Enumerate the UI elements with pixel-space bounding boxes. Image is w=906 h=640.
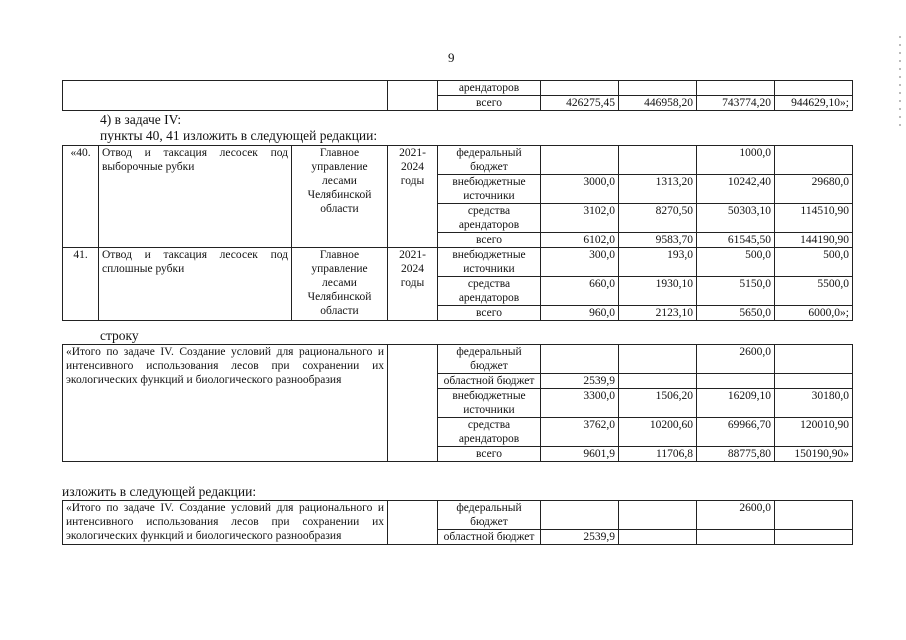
empty-cell <box>388 345 438 462</box>
value-cell: 50303,10 <box>697 204 775 233</box>
source-cell: средства арендаторов <box>438 418 541 447</box>
source-cell: всего <box>438 233 541 248</box>
page-number: 9 <box>448 50 455 65</box>
top-table <box>62 80 853 111</box>
value-cell: 3102,0 <box>541 204 619 233</box>
item-executor: Главное управление лесами Челябинской области <box>292 248 388 321</box>
value-cell <box>775 345 853 374</box>
value-cell <box>541 345 619 374</box>
value-cell: 6102,0 <box>541 233 619 248</box>
value-cell: 2600,0 <box>697 345 775 374</box>
item-number: 41. <box>63 248 99 321</box>
value-cell: 9601,9 <box>541 447 619 462</box>
value-cell: 10242,40 <box>697 175 775 204</box>
total-new-table <box>62 500 853 545</box>
table-row <box>63 146 853 175</box>
total-description: «Итого по задаче IV. Создание условий для рационального и интенсивного использования лесов при сохранении их экологических функций и биологического разнообразия <box>63 501 388 545</box>
value-cell <box>775 501 853 530</box>
value-cell <box>541 146 619 175</box>
value-cell: 500,0 <box>775 248 853 277</box>
table-row <box>63 345 853 374</box>
value-cell: 3000,0 <box>541 175 619 204</box>
value-cell <box>775 530 853 545</box>
value-cell: 1000,0 <box>697 146 775 175</box>
total-old-table <box>62 344 853 462</box>
value-cell: 300,0 <box>541 248 619 277</box>
value-cell: 5500,0 <box>775 277 853 306</box>
table-row <box>63 501 853 530</box>
value-cell: 5150,0 <box>697 277 775 306</box>
source-cell: областной бюджет <box>438 374 541 389</box>
source-cell: арендаторов <box>438 81 541 96</box>
value-cell <box>619 374 697 389</box>
value-cell <box>541 501 619 530</box>
source-cell: федеральный бюджет <box>438 146 541 175</box>
value-cell: 1930,10 <box>619 277 697 306</box>
paragraph-task: 4) в задаче IV: <box>100 112 182 127</box>
value-cell <box>619 345 697 374</box>
value-cell: 9583,70 <box>619 233 697 248</box>
empty-cell <box>388 81 438 111</box>
value-cell: 114510,90 <box>775 204 853 233</box>
source-cell: областной бюджет <box>438 530 541 545</box>
paragraph-new-edition: изложить в следующей редакции: <box>62 484 257 499</box>
paragraph-line: строку <box>100 328 139 343</box>
scan-edge-marks <box>892 30 906 180</box>
item-name: Отвод и таксация лесосек под выборочные рубки <box>99 146 292 248</box>
table-row <box>63 81 853 96</box>
value-cell: 446958,20 <box>619 96 697 111</box>
value-cell: 144190,90 <box>775 233 853 248</box>
value-cell <box>619 146 697 175</box>
value-cell <box>775 374 853 389</box>
empty-cell <box>388 501 438 545</box>
value-cell <box>619 501 697 530</box>
total-description: «Итого по задаче IV. Создание условий для рационального и интенсивного использования лесов при сохранении их экологических функций и биологического разнообразия <box>63 345 388 462</box>
value-cell: 29680,0 <box>775 175 853 204</box>
value-cell <box>619 81 697 96</box>
value-cell <box>697 81 775 96</box>
value-cell: 5650,0 <box>697 306 775 321</box>
value-cell: 960,0 <box>541 306 619 321</box>
source-cell: внебюджетные источники <box>438 248 541 277</box>
source-cell: внебюджетные источники <box>438 175 541 204</box>
value-cell: 2123,10 <box>619 306 697 321</box>
source-cell: федеральный бюджет <box>438 501 541 530</box>
source-cell: средства арендаторов <box>438 277 541 306</box>
value-cell <box>775 146 853 175</box>
empty-cell <box>63 81 388 111</box>
value-cell: 11706,8 <box>619 447 697 462</box>
value-cell: 2600,0 <box>697 501 775 530</box>
item-period: 2021-2024 годы <box>388 248 438 321</box>
value-cell: 30180,0 <box>775 389 853 418</box>
value-cell: 944629,10»; <box>775 96 853 111</box>
value-cell <box>775 81 853 96</box>
source-cell: всего <box>438 306 541 321</box>
value-cell: 426275,45 <box>541 96 619 111</box>
value-cell: 1506,20 <box>619 389 697 418</box>
source-cell: федеральный бюджет <box>438 345 541 374</box>
value-cell: 2539,9 <box>541 530 619 545</box>
value-cell: 120010,90 <box>775 418 853 447</box>
value-cell: 500,0 <box>697 248 775 277</box>
value-cell: 3762,0 <box>541 418 619 447</box>
value-cell <box>697 530 775 545</box>
source-cell: средства арендаторов <box>438 204 541 233</box>
value-cell: 8270,50 <box>619 204 697 233</box>
value-cell <box>541 81 619 96</box>
value-cell: 16209,10 <box>697 389 775 418</box>
value-cell: 3300,0 <box>541 389 619 418</box>
value-cell: 1313,20 <box>619 175 697 204</box>
value-cell: 69966,70 <box>697 418 775 447</box>
table-row <box>63 248 853 277</box>
source-cell: внебюджетные источники <box>438 389 541 418</box>
source-cell: всего <box>438 447 541 462</box>
value-cell: 150190,90» <box>775 447 853 462</box>
items-table <box>62 145 853 321</box>
paragraph-points: пункты 40, 41 изложить в следующей редакции: <box>100 128 378 143</box>
value-cell: 2539,9 <box>541 374 619 389</box>
source-cell: всего <box>438 96 541 111</box>
value-cell: 193,0 <box>619 248 697 277</box>
item-period: 2021-2024 годы <box>388 146 438 248</box>
value-cell: 6000,0»; <box>775 306 853 321</box>
value-cell: 10200,60 <box>619 418 697 447</box>
item-name: Отвод и таксация лесосек под сплошные рубки <box>99 248 292 321</box>
item-number: «40. <box>63 146 99 248</box>
value-cell <box>619 530 697 545</box>
value-cell: 660,0 <box>541 277 619 306</box>
value-cell: 61545,50 <box>697 233 775 248</box>
value-cell <box>697 374 775 389</box>
value-cell: 88775,80 <box>697 447 775 462</box>
item-executor: Главное управление лесами Челябинской области <box>292 146 388 248</box>
value-cell: 743774,20 <box>697 96 775 111</box>
